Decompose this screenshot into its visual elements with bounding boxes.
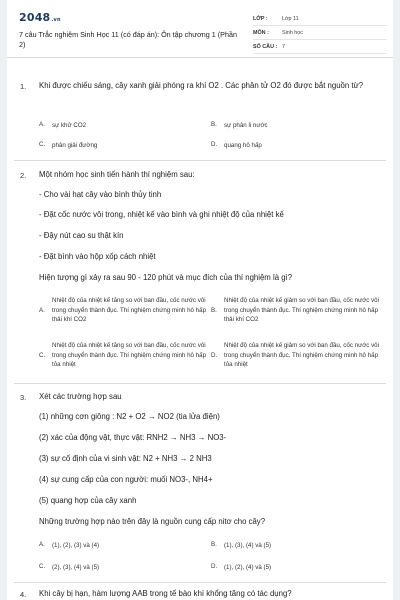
option-text: (2), (3), (4) và (5)	[52, 564, 100, 571]
question-divider	[14, 160, 386, 161]
question-number: 1.	[20, 82, 27, 91]
option-c[interactable]	[39, 563, 199, 573]
option-letter: B.	[211, 306, 217, 314]
question-text: Khi cây bị hạn, hàm lượng AAB trong tế bào khí khổng tăng có tác dụng?	[39, 589, 292, 598]
case-item: (2) xác của động vật, thực vật: RNH2 → NH3 → NO3-	[39, 433, 227, 442]
option-text: phân giải đường	[52, 142, 98, 149]
logo-sub-text: .vn	[51, 17, 61, 23]
meta-key: MÔN :	[253, 29, 269, 36]
option-a[interactable]	[39, 296, 211, 325]
meta-value: Lớp 11	[282, 15, 299, 22]
meta-value: 7	[282, 43, 285, 50]
meta-value: Sinh học	[282, 29, 303, 36]
option-text: (1), (3), (4) và (5)	[224, 542, 272, 549]
option-text: sự khử CO2	[52, 122, 87, 129]
option-letter: C.	[39, 563, 46, 570]
question-number: 2.	[20, 171, 27, 180]
meta-row-class	[253, 12, 387, 26]
experiment-step: - Đặt cốc nước vôi trong, nhiệt kế vào bình và ghi nhiệt độ của nhiệt kế	[39, 210, 284, 219]
meta-table	[253, 12, 387, 54]
option-text: Nhiệt độ của nhiệt kế tăng so với ban đầu, cốc nước vôi trong chuyển thành đục. Thí nghiệm chứng minh hô hấp tỏa nhiệt	[52, 342, 207, 368]
option-letter: D.	[211, 563, 218, 570]
experiment-step: - Đặt bình vào hộp xốp cách nhiệt	[39, 252, 156, 261]
option-letter: A.	[39, 121, 45, 128]
option-c[interactable]	[39, 141, 199, 151]
experiment-step: - Cho vài hạt cây vào bình thủy tinh	[39, 190, 162, 199]
question-divider	[14, 383, 386, 384]
site-logo[interactable]	[19, 11, 61, 24]
logo-main-text: 2048	[19, 11, 51, 24]
option-text: quang hô hấp	[224, 142, 262, 149]
option-letter: B.	[211, 121, 217, 128]
option-letter: B.	[211, 541, 217, 548]
question-text: Khi được chiếu sáng, cây xanh giải phóng ra khí O2 . Các phân tử O2 đó được bắt nguồn từ?	[39, 81, 364, 90]
meta-key: LỚP :	[253, 15, 268, 22]
option-text: Nhiệt độ của nhiệt kế tăng so với ban đầu, cốc nước vôi trong chuyển thành đục. Thí nghiệm chứng minh hô hấp thải khí CO2	[52, 297, 207, 323]
option-d[interactable]	[211, 341, 385, 370]
option-text: sự phân li nước	[224, 122, 268, 129]
question-text: Một nhóm học sinh tiến hành thí nghiệm sau:	[39, 170, 195, 179]
option-letter: A.	[39, 541, 45, 548]
document-header	[7, 0, 393, 58]
option-b[interactable]	[211, 296, 385, 325]
option-text: (1), (2), (4) và (5)	[224, 564, 272, 571]
option-letter: A.	[39, 306, 45, 314]
question-divider	[14, 582, 386, 583]
option-b[interactable]	[211, 121, 381, 131]
option-d[interactable]	[211, 141, 381, 151]
document-title: 7 câu Trắc nghiệm Sinh Học 11 (có đáp án): Ôn tập chương 1 (Phần 2)	[19, 30, 237, 49]
document-sheet	[7, 0, 393, 600]
option-letter: D.	[211, 351, 218, 359]
option-text: (1), (2), (3) và (4)	[52, 542, 100, 549]
option-letter: C.	[39, 351, 46, 359]
option-letter: D.	[211, 141, 218, 148]
question-prompt: Hiện tượng gì xảy ra sau 90 - 120 phút và mục đích của thí nghiệm là gì?	[39, 273, 293, 282]
option-a[interactable]	[39, 121, 199, 131]
question-number: 4.	[20, 590, 27, 599]
option-c[interactable]	[39, 341, 211, 370]
meta-key: SỐ CÂU :	[253, 43, 278, 50]
option-letter: C.	[39, 141, 46, 148]
question-text: Xét các trường hợp sau	[39, 392, 122, 401]
case-item: (4) sự cung cấp của con người: muối NO3-, NH4+	[39, 475, 213, 484]
meta-row-count	[253, 40, 387, 54]
question-prompt: Những trường hợp nào trên đây là nguồn cung cấp nitơ cho cây?	[39, 517, 266, 526]
experiment-step: - Đậy nút cao su thật kín	[39, 231, 124, 240]
option-d[interactable]	[211, 563, 381, 573]
case-item: (1) những cơn giông : N2 + O2 → NO2 (tia lửa điện)	[39, 412, 220, 421]
case-item: (5) quang hợp của cây xanh	[39, 496, 137, 505]
option-a[interactable]	[39, 541, 199, 551]
case-item: (3) sự cố định của vi sinh vật: N2 + NH3 → 2 NH3	[39, 454, 212, 463]
option-text: Nhiệt độ của nhiệt kế giảm so với ban đầu, cốc nước vôi trong chuyển thành đục. Thí nghiệm chứng minh hô hấp thải khí CO2	[224, 297, 379, 323]
question-number: 3.	[20, 393, 27, 402]
option-b[interactable]	[211, 541, 381, 551]
meta-row-subject	[253, 26, 387, 40]
option-text: Nhiệt độ của nhiệt kế giảm so với ban đầu, cốc nước vôi trong chuyển thành đục. Thí nghiệm chứng minh hô hấp tỏa nhiệt	[224, 342, 379, 368]
